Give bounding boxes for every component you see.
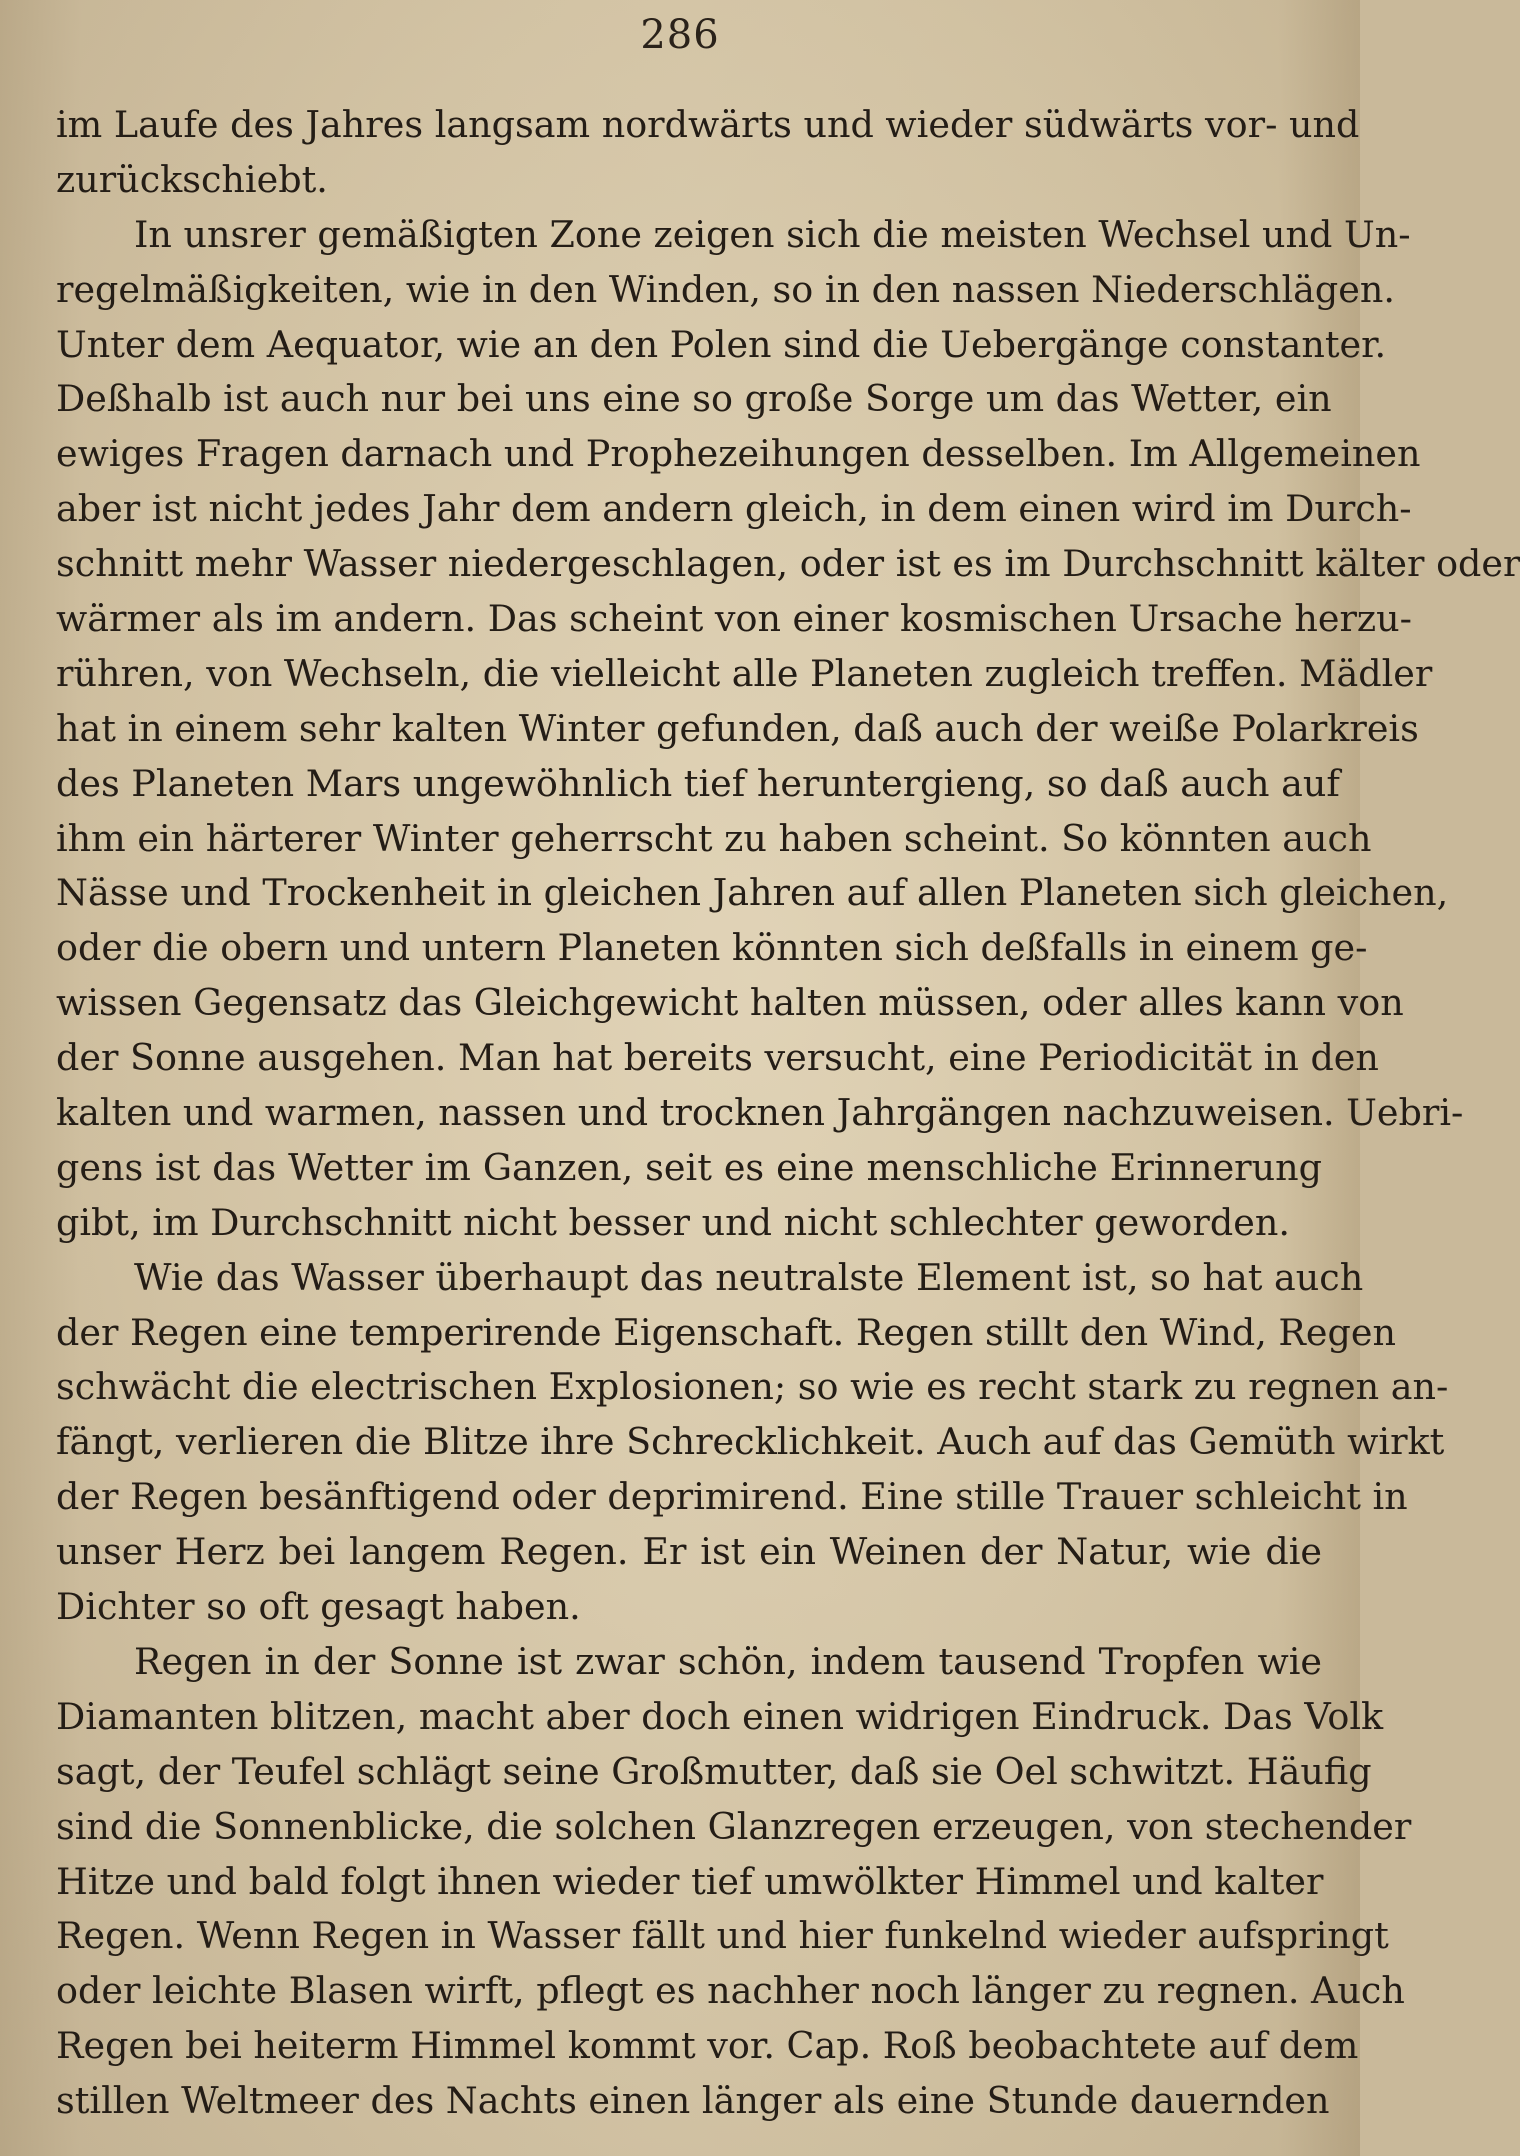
text-line: ihm ein härterer Winter geherrscht zu haben scheint. So könnten auch bbox=[56, 816, 1372, 860]
text-line: Dichter so oft gesagt haben. bbox=[56, 1585, 581, 1629]
text-line: stillen Weltmeer des Nachts einen länger als eine Stunde dauernden bbox=[56, 2079, 1330, 2123]
text-line: oder leichte Blasen wirft, pflegt es nachher noch länger zu regnen. Auch bbox=[56, 1969, 1405, 2013]
text-line: kalten und warmen, nassen und trocknen Jahrgängen nachzuweisen. Uebri- bbox=[56, 1091, 1464, 1135]
text-line: gens ist das Wetter im Ganzen, seit es eine menschliche Erinnerung bbox=[56, 1145, 1322, 1189]
text-line: Regen bei heiterm Himmel kommt vor. Cap. Roß beobachtete auf dem bbox=[56, 2024, 1359, 2068]
text-line: Hitze und bald folgt ihnen wieder tief umwölkter Himmel und kalter bbox=[56, 1859, 1324, 1903]
text-line: Unter dem Aequator, wie an den Polen sind die Uebergänge constanter. bbox=[56, 322, 1387, 366]
text-line: wissen Gegensatz das Gleichgewicht halten müssen, oder alles kann von bbox=[56, 981, 1404, 1025]
page-number: 286 bbox=[640, 12, 720, 58]
text-line: wärmer als im andern. Das scheint von einer kosmischen Ursache herzu- bbox=[56, 597, 1412, 641]
text-line: In unsrer gemäßigten Zone zeigen sich die meisten Wechsel und Un- bbox=[134, 212, 1411, 256]
text-line: Regen. Wenn Regen in Wasser fällt und hier funkelnd wieder aufspringt bbox=[56, 1914, 1389, 1958]
text-line: unser Herz bei langem Regen. Er ist ein Weinen der Natur, wie die bbox=[56, 1530, 1322, 1574]
text-line: der Sonne ausgehen. Man hat bereits versucht, eine Periodicität in den bbox=[56, 1036, 1379, 1080]
text-line: im Laufe des Jahres langsam nordwärts und wieder südwärts vor- und bbox=[56, 103, 1360, 146]
text-line: aber ist nicht jedes Jahr dem andern gleich, in dem einen wird im Durch- bbox=[56, 487, 1412, 531]
text-line: hat in einem sehr kalten Winter gefunden, daß auch der weiße Polarkreis bbox=[56, 706, 1419, 750]
text-line: schwächt die electrischen Explosionen; so wie es recht stark zu regnen an- bbox=[56, 1365, 1449, 1409]
text-line: Diamanten blitzen, macht aber doch einen widrigen Eindruck. Das Volk bbox=[56, 1694, 1384, 1738]
body-text bbox=[56, 98, 1520, 2129]
text-line: sind die Sonnenblicke, die solchen Glanzregen erzeugen, von stechender bbox=[56, 1804, 1412, 1848]
text-line: oder die obern und untern Planeten könnten sich deßfalls in einem ge- bbox=[56, 926, 1368, 970]
text-line: Wie das Wasser überhaupt das neutralste Element ist, so hat auch bbox=[134, 1255, 1364, 1299]
text-line: Nässe und Trockenheit in gleichen Jahren auf allen Planeten sich gleichen, bbox=[56, 871, 1449, 915]
text-line: ewiges Fragen darnach und Prophezeihungen desselben. Im Allgemeinen bbox=[56, 432, 1421, 476]
text-line: des Planeten Mars ungewöhnlich tief heruntergieng, so daß auch auf bbox=[56, 761, 1340, 805]
text-line: Deßhalb ist auch nur bei uns eine so große Sorge um das Wetter, ein bbox=[56, 377, 1332, 421]
text-line: zurückschiebt. bbox=[56, 157, 328, 201]
text-line: der Regen besänftigend oder deprimirend. Eine stille Trauer schleicht in bbox=[56, 1475, 1408, 1519]
text-line: fängt, verlieren die Blitze ihre Schrecklichkeit. Auch auf das Gemüth wirkt bbox=[56, 1420, 1445, 1464]
text-line: rühren, von Wechseln, die vielleicht alle Planeten zugleich treffen. Mädler bbox=[56, 651, 1433, 695]
text-line: regelmäßigkeiten, wie in den Winden, so in den nassen Niederschlägen. bbox=[56, 267, 1395, 311]
text-line: sagt, der Teufel schlägt seine Großmutter, daß sie Oel schwitzt. Häufig bbox=[56, 1749, 1372, 1793]
text-line: gibt, im Durchschnitt nicht besser und nicht schlechter geworden. bbox=[56, 1200, 1290, 1244]
text-line: schnitt mehr Wasser niedergeschlagen, oder ist es im Durchschnitt kälter oder bbox=[56, 542, 1520, 586]
text-line: der Regen eine temperirende Eigenschaft. Regen stillt den Wind, Regen bbox=[56, 1310, 1396, 1354]
text-line: Regen in der Sonne ist zwar schön, indem tausend Tropfen wie bbox=[134, 1639, 1322, 1683]
